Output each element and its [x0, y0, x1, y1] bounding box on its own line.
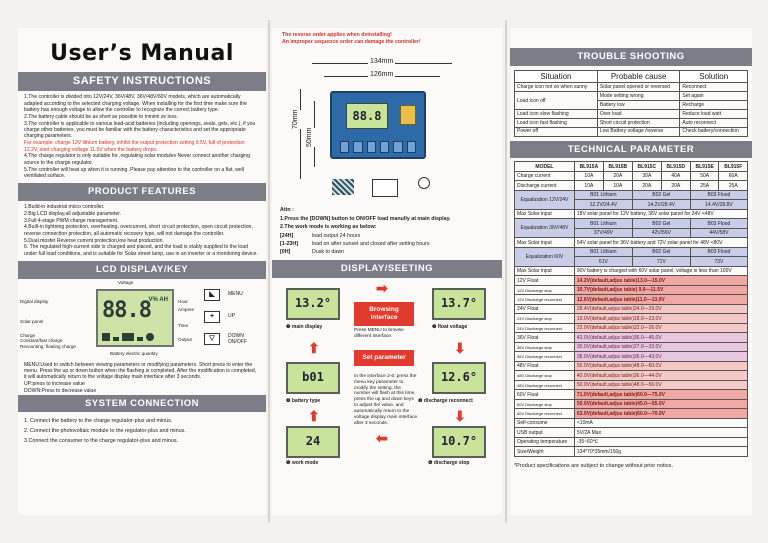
arrow-up-icon: ⬆: [308, 407, 320, 424]
attn-title: Attn :: [280, 207, 294, 213]
set-note: In the interface 2-6: press the menu key parameter to modify the setting, the number will flash at this time, press the up and down keys to adjust the value, and automatically return to the voltage display main interface after 3 seconds.: [354, 373, 418, 427]
label-digital: Digital display: [20, 298, 49, 304]
set-box: Set parameter: [354, 350, 414, 366]
arrow-up-icon: ⬆: [308, 339, 320, 356]
lcd-note: DOWN:Press to decrease value: [24, 387, 97, 394]
troubleshoot-header: TROUBLE SHOOTING: [510, 48, 752, 66]
param-value: 63.0V(default,adjus table)60.0—70.0V: [574, 409, 747, 419]
param-label: 36V Discharge reconnect: [515, 352, 575, 362]
spec-value: <10mA: [574, 418, 747, 428]
fold-line: [505, 20, 507, 523]
screen-main: 13.2°: [286, 288, 340, 320]
table-row: [515, 314, 748, 324]
table-row: [515, 418, 748, 428]
param-label: 60V Discharge reconnect: [515, 409, 575, 419]
safety-example: For example: charge 12V lithium battery, inhibit the output protection setting 9.5V, full of protection 12.2V, start charging voltage 11.5V when the battery drops.: [24, 140, 245, 153]
extra-rows: [515, 418, 748, 456]
caption-discharge-stop: ❻ discharge stop: [428, 459, 470, 466]
table-row: [515, 333, 748, 343]
table-row: [515, 352, 748, 362]
safety-item: 2.The battery cable should be as short as possible to minimi ze loss.: [24, 113, 179, 120]
spec-label: USB output: [515, 428, 575, 438]
table-row: Load icon fast flashing Short circuit protection Auto reconnect: [515, 118, 748, 127]
attn-line: 1.Press the [DOWN] button to ON/OFF load manully at main display.: [280, 215, 451, 222]
screen-reconnect: 12.6°: [432, 362, 486, 394]
label-hour: Hour: [178, 298, 188, 304]
param-rows: [515, 276, 748, 419]
table-row: [515, 285, 748, 295]
table-row: Load icon off Mode setting wrong Set again: [515, 92, 748, 101]
feature-item: 2.Big LCD display,all adjustable parameter.: [24, 210, 122, 217]
system-text: [18, 412, 266, 450]
dimension-diagram: [272, 49, 502, 207]
feature-item: 1.Build-in industrial micro controller.: [24, 203, 105, 210]
table-header-row: Situation Probable cause Solution: [515, 70, 748, 83]
param-value: 38.0V(default,adjus table)36.0—43.0V: [574, 352, 747, 362]
param-label: 12V Float: [515, 276, 575, 286]
param-label: 60V Float: [515, 390, 575, 400]
technical-header: TECHNICAL PARAMETER: [510, 141, 752, 159]
screen-work-mode: 24: [286, 426, 340, 458]
lcd-diagram: [18, 279, 266, 394]
browse-note: Press MENU to browse different interface.: [354, 327, 404, 339]
table-row: [515, 409, 748, 419]
manual-title: User’s Manual: [50, 41, 234, 66]
safety-header: SAFETY INSTRUCTIONS: [18, 72, 266, 92]
param-label: 48V Discharge reconnect: [515, 380, 575, 390]
param-label: 24V Discharge reconnect: [515, 323, 575, 333]
param-label: 36V Float: [515, 333, 575, 343]
table-row: Max Solar input 90V battery is charged with 60V solar panel, voltage is less than 100V: [515, 266, 748, 276]
param-value: 12.6V(default,adjus table)11.0—13.0V: [574, 295, 747, 305]
arrow-down-icon: ⬇: [454, 339, 466, 356]
table-row: [515, 361, 748, 371]
table-row: [515, 447, 748, 457]
dim-inner-width: 126mm: [370, 71, 394, 78]
param-label: 24V Float: [515, 304, 575, 314]
table-row: Max Solar input 18V solar panel for 12V battery, 36V solar panel for 24V <48V: [515, 209, 748, 219]
table-row: [515, 380, 748, 390]
troubleshoot-table: [514, 70, 748, 137]
param-value: 50.0V(default,adjus table)48.0—56.0V: [574, 380, 747, 390]
param-label: 36V Discharge stop: [515, 342, 575, 352]
label-output: Output: [178, 336, 192, 342]
spec-value: 5V/2A Max: [574, 428, 747, 438]
param-label: 48V Discharge stop: [515, 371, 575, 381]
arrow-icon: [137, 337, 143, 341]
bulb-icon: [146, 333, 154, 341]
footnote: *Product specifications are subject to change without prior notice.: [514, 462, 673, 469]
up-key-label: UP: [228, 312, 235, 319]
table-header-row: MODEL BL915A BL915B BL915C BL915D BL915E BL915F: [515, 162, 748, 172]
warning-line: The reverse order applies when deinstalling!: [282, 32, 392, 38]
table-row: Equalization 12V/24V B01 Lithium B02 Gel B03 Flood: [515, 190, 748, 200]
param-label: 12V Discharge stop: [515, 285, 575, 295]
battery-icon: [372, 179, 398, 197]
label-solar: Solar panel: [20, 318, 44, 324]
bulb-icon: [418, 177, 430, 189]
label-ampere: Ampere: [178, 306, 195, 312]
table-row: Max Solar input 54V solar panel for 36V battery and 72V solar panel for 48V <80V: [515, 238, 748, 248]
param-value: 30.0V(default,adjus table)27.0—33.0V: [574, 342, 747, 352]
controller-device: [330, 91, 426, 159]
dim-width: 134mm: [370, 58, 394, 65]
table-row: Charge icon not on when sunny Solar panel opened or reversed Reconnect: [515, 83, 748, 92]
mode-row: [0H] Dusk to dawn: [280, 249, 345, 256]
param-value: 50.0V(default,adjus table)45.0—55.0V: [574, 399, 747, 409]
param-value: 10.7V(default,adjus table) 9.0—11.5V: [574, 285, 747, 295]
param-label: 24V Discharge stop: [515, 314, 575, 324]
attention-notes: [272, 207, 502, 256]
dim-line: [300, 89, 301, 179]
features-header: PRODUCT FEATURES: [18, 183, 266, 201]
table-row: 12.2V/24.4V 14.2V/28.4V 14.4V/28.8V: [515, 200, 748, 210]
caption-work-mode: ❺ work mode: [286, 459, 319, 466]
warning-line: An improper sequence order can damage the controller!: [282, 38, 421, 45]
param-label: 48V Float: [515, 361, 575, 371]
table-row: [515, 295, 748, 305]
safety-text: [18, 91, 266, 183]
caption-battery-type: ❹ battery type: [286, 397, 321, 404]
feature-item: 4.Built-in lightning protection, overheating, overcurrent, short circuit protection, open circuit protection, reverse connection protection, all automatic recovery type, will not damage the controller.: [24, 224, 253, 237]
solar-icon: [102, 333, 110, 341]
features-text: [18, 201, 266, 261]
label-voltage: Voltage: [118, 279, 134, 285]
arrow-left-icon: ⬅: [376, 429, 388, 446]
table-row: Power off Low Battery voltage /reverse Check battery/connection: [515, 127, 748, 136]
troubleshoot-wrap: [510, 66, 752, 141]
table-row: [515, 342, 748, 352]
table-row: Battery low Recharge: [515, 101, 748, 110]
safety-item: 4.The charge regulator is only suitable for ,regulating solar modules Never connect another charging source to the charge regulator.: [24, 153, 250, 166]
display-header: DISPLAY/SEETING: [272, 260, 502, 278]
lcd-digits: 88.8: [102, 297, 151, 323]
menu-key-icon[interactable]: ◣: [204, 289, 220, 301]
system-step: 2. Connect the photovoltaic module to the regulator-plus and minus.: [24, 428, 186, 435]
up-key-icon[interactable]: +: [204, 311, 220, 323]
param-value: 22.0V(default,adjus table)22.0—26.0V: [574, 323, 747, 333]
table-row: [515, 276, 748, 286]
table-row: Discharge current 10A 10A 20A 20A 25A 25A: [515, 181, 748, 191]
panel-middle: [272, 28, 502, 515]
table-row: [515, 304, 748, 314]
feature-item: 6. The regulated high-current side is charged and placed, and the load is stably supplied to the load under full load conditions, and is suitable for Solar street lamp, use in an inverter or a monitoring device.: [24, 244, 258, 257]
param-value: 42.0V(default,adjus table)36.0—45.0V: [574, 333, 747, 343]
spec-value: 134*70*35mm/150g: [574, 447, 747, 457]
caption-float: ❷ float voltage: [432, 323, 468, 330]
screen-float: 13.7°: [432, 288, 486, 320]
attn-line: 2.The work mode is working as below:: [280, 224, 377, 231]
table-row: Charge current 10A 20A 30A 40A 50A 60A: [515, 171, 748, 181]
table-row: Equalization 36V/48V B01 Lithium B02 Gel B03 Flood: [515, 219, 748, 229]
table-row: 37V/49V 42V/56V 44V/58V: [515, 228, 748, 238]
lcd-notes: [18, 359, 266, 398]
label-battery-qty: Battery electric quantity: [110, 350, 158, 356]
panel-left: [18, 28, 266, 515]
terminal-block: [340, 141, 416, 153]
param-value: 19.0V(default,adjus table)18.0—23.0V: [574, 314, 747, 324]
param-value: 28.4V(default,adjus table)24.0—29.0V: [574, 304, 747, 314]
table-row: [515, 390, 748, 400]
feature-item: 5.Dual mosfet Reverse current protection,low heat production.: [24, 237, 164, 244]
arrow-down-icon: ⬇: [454, 407, 466, 424]
battery-icon: [122, 333, 134, 341]
down-key-label: DOWN ON/OFF: [228, 332, 247, 345]
display-steps: [272, 278, 502, 468]
system-step: 3.Connect the consumer to the charge regulator-plus and minus.: [24, 437, 179, 444]
lcd-unit: V% AH: [148, 296, 168, 303]
dim-inner-height: 50mm: [306, 127, 313, 147]
table-row: [515, 323, 748, 333]
device-screen: 88.8: [346, 103, 388, 129]
menu-key-label: MENU: [228, 290, 243, 297]
param-value: 40.0V(default,adjus table)36.0—44.0V: [574, 371, 747, 381]
arrow-icon: [113, 337, 119, 341]
param-value: 71.0V(default,adjus table)60.0—75.0V: [574, 390, 747, 400]
lcd-screen: [96, 289, 174, 347]
feature-item: 3.Full 4-stage PWM charge management.: [24, 217, 119, 224]
label-charge: Charge Constant/fast charge Recounting, floating charge: [20, 332, 76, 350]
caption-reconnect: ❸ discharge reconnect: [418, 397, 473, 404]
browse-box: Browsing interface: [354, 302, 414, 326]
lcd-status-icons: [102, 327, 168, 341]
spec-label: Operating temperature: [515, 437, 575, 447]
spec-label: Self-consume: [515, 418, 575, 428]
technical-wrap: [510, 158, 752, 460]
down-key-icon[interactable]: ▽: [204, 333, 220, 345]
technical-table: [514, 161, 748, 457]
lcd-note: UP:press to increase value: [24, 381, 85, 388]
mode-row: [1-23H] load on after sunset and closed after setting hours: [280, 240, 430, 247]
table-row: Equalization 60V B01 Lithium B02 Gel B03 Flood: [515, 247, 748, 257]
param-label: 60V Discharge stop: [515, 399, 575, 409]
lcd-note: MENU:Used to switch between viewing parameters or modifying parameters. Short press to enter the menu. Press the up or down button when the flashing is completed. After the modification is completed, it will automatically return to the voltage display main interface after 3 seconds.: [24, 361, 257, 381]
table-row: [515, 428, 748, 438]
spec-value: -35~60℃: [574, 437, 747, 447]
safety-item: 3.The controller is applicable to various lead-acid batteries (including openings, seals, gels, etc.), if you charge other batteries, you must be familiar with the battery characteristics and set the appropriate charging parameters.: [24, 120, 256, 140]
label-time: Time: [178, 322, 189, 328]
fold-line: [268, 20, 270, 523]
screen-battery-type: b01: [286, 362, 340, 394]
mode-row: [24H] load output 24 hours: [280, 232, 361, 239]
system-step: 1. Connect the battery to the charge regulator-plus and minus.: [24, 418, 173, 425]
caption-main: ❶ main display: [286, 323, 323, 330]
param-label: 12V Discharge reconnect: [515, 295, 575, 305]
lcd-header: LCD DISPLAY/KEY: [18, 261, 266, 279]
safety-item: 5.The controller will heat up when it is running. Please pay attention to the controller on a flat, well ventilated surface.: [24, 166, 245, 180]
screen-discharge-stop: 10.7°: [432, 426, 486, 458]
solar-panel-icon: [332, 179, 354, 195]
safety-item: 1.The controller is divided into 12V/24V, 36V/48V, 36V/48V/60V models, which are automatically adapted according to the selected charging voltage. When installing for the first time make sure the battery has enough voltage to allow the controller to recognize the correct battery type.: [24, 94, 247, 113]
arrow-right-icon: ➡: [376, 279, 388, 296]
table-row: [515, 371, 748, 381]
table-row: [515, 437, 748, 447]
usb-port-icon: [400, 105, 416, 125]
dim-height: 70mm: [292, 109, 299, 129]
warning: [272, 28, 502, 49]
param-value: 14.2V(default,adjus table)13.0—15.0V: [574, 276, 747, 286]
system-header: SYSTEM CONNECTION: [18, 395, 266, 413]
spec-label: Size/Weight: [515, 447, 575, 457]
param-value: 56.0V(default,adjus table)48.0—60.0V: [574, 361, 747, 371]
panel-right: [510, 28, 752, 515]
table-row: 61V 71V 73V: [515, 257, 748, 267]
table-row: [515, 399, 748, 409]
table-row: Load icon slow flashing Over load Reduce load watt: [515, 110, 748, 119]
